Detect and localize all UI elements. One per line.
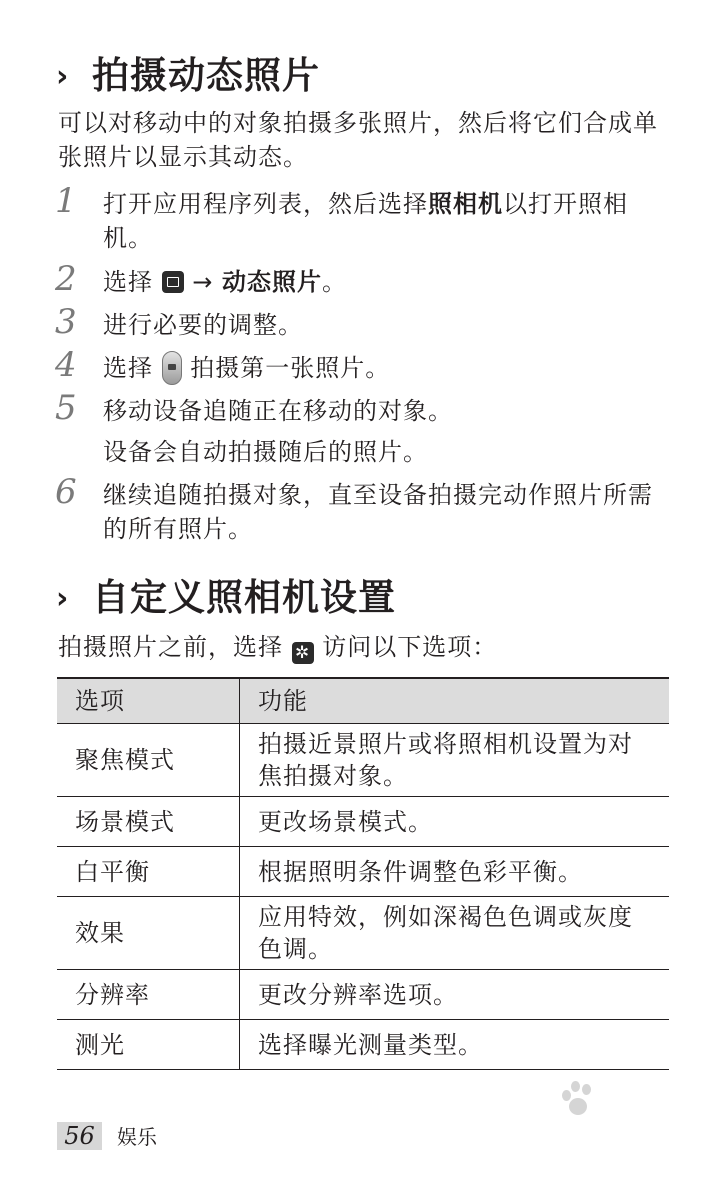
- watermark-paw-icon: [560, 1080, 596, 1120]
- option-description: 更改场景模式。: [240, 797, 670, 847]
- table-row: [57, 970, 669, 1020]
- step-text-part: 以打开照相机。: [103, 190, 628, 252]
- motion-shot-intro: 可以对移动中的对象拍摄多张照片，然后将它们合成单张照片以显示其动态。: [58, 109, 658, 171]
- step-number: 1: [55, 181, 77, 221]
- section-title-motion-shot: [56, 54, 320, 99]
- camera-shutter-icon: [162, 351, 182, 385]
- step-number: 5: [55, 388, 77, 428]
- option-name: 测光: [57, 1020, 240, 1070]
- table-row: [57, 1020, 669, 1070]
- section-title-text: 自定义照相机设置: [92, 576, 396, 619]
- section-title-text: 拍摄动态照片: [92, 54, 320, 97]
- intro-text-part: 拍摄照片之前，选择: [58, 633, 292, 661]
- arrow-glyph: →: [192, 268, 214, 296]
- footer-section-label: 娱乐: [117, 1125, 157, 1149]
- gear-icon: ✲: [292, 642, 314, 664]
- table-row: [57, 847, 669, 897]
- step-text-part: 选择: [103, 268, 162, 296]
- step-number: 3: [55, 302, 77, 342]
- bold-term-camera: 照相机: [428, 190, 503, 218]
- option-name: 场景模式: [57, 797, 240, 847]
- step-sub-text: 设备会自动拍摄随后的照片。: [103, 438, 428, 466]
- step-text: 进行必要的调整。: [103, 311, 303, 339]
- step-number: 6: [55, 472, 77, 512]
- table-row: [57, 797, 669, 847]
- bold-term-motion-shot: 动态照片: [222, 268, 323, 296]
- step-text: [103, 265, 673, 299]
- section-title-camera-settings: [56, 576, 396, 621]
- step-text: [103, 394, 673, 469]
- camera-options-table: [57, 677, 669, 1070]
- option-name: 分辨率: [57, 970, 240, 1020]
- option-description: 应用特效，例如深褐色色调或灰度色调。: [240, 897, 670, 970]
- option-name: 效果: [57, 897, 240, 970]
- step-text: [103, 351, 673, 385]
- step-text-part: 打开应用程序列表，然后选择: [103, 190, 428, 218]
- option-description: 选择曝光测量类型。: [240, 1020, 670, 1070]
- table-row: [57, 724, 669, 797]
- column-header-option: 选项: [57, 678, 240, 724]
- column-header-function: 功能: [240, 678, 670, 724]
- step-text-part: 拍摄第一张照片。: [181, 354, 391, 382]
- table-row: [57, 897, 669, 970]
- option-description: 根据照明条件调整色彩平衡。: [240, 847, 670, 897]
- option-description: 拍摄近景照片或将照相机设置为对焦拍摄对象。: [240, 724, 670, 797]
- option-name: 聚焦模式: [57, 724, 240, 797]
- step-text: [103, 187, 673, 255]
- table-header-row: [57, 678, 669, 724]
- step-number: 2: [55, 259, 77, 299]
- step-number: 4: [55, 345, 77, 385]
- option-name: 白平衡: [57, 847, 240, 897]
- step-text-part: 。: [322, 268, 348, 296]
- shooting-mode-icon: [162, 271, 184, 293]
- option-description: 更改分辨率选项。: [240, 970, 670, 1020]
- step-main-text: 移动设备追随正在移动的对象。: [103, 397, 453, 425]
- page-number: 56: [57, 1122, 102, 1150]
- camera-settings-intro: [58, 630, 668, 664]
- chevron-right-icon: ›: [56, 581, 70, 616]
- chevron-right-icon: ›: [56, 59, 70, 94]
- step-text: 继续追随拍摄对象，直至设备拍摄完动作照片所需的所有照片。: [103, 481, 653, 543]
- step-text-part: 选择: [103, 354, 162, 382]
- intro-text-part: 访问以下选项：: [313, 633, 498, 661]
